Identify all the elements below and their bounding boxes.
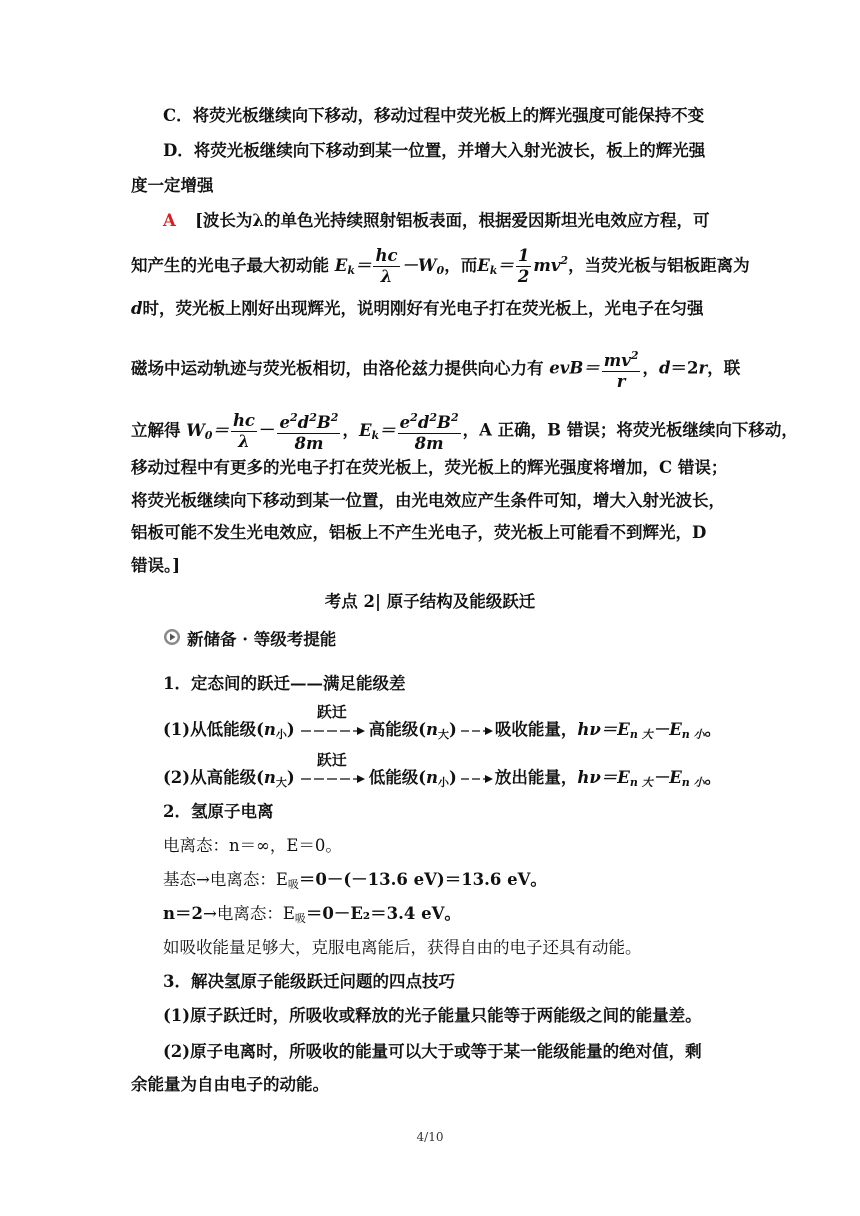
fraction-e2d2b2-8m-2: $\frac{e^2d^2B^2}{8m}$ (398, 408, 461, 454)
tip-2-line2: 余能量为自由电子的动能。 (131, 1075, 329, 1094)
item-heading-1: 1．定态间的跃迁——满足能级差 (163, 674, 406, 693)
fraction-hc-lambda: $\frac{hc}{\lambda}$ (375, 246, 398, 286)
transition-line-1: (1)从低能级$(n_小)$ 跃迁 高能级$(n_大)$ 吸收能量，$h\nu=E_{n 大}-E_{n 小}$。 (163, 702, 722, 741)
fraction-e2d2b2-8m: $\frac{e^2d^2B^2}{8m}$ (277, 408, 340, 454)
transition-line-2: (2)从高能级$(n_大)$ 跃迁 低能级$(n_小)$ 放出能量，$h\nu=E_{n 大}-E_{n 小}$。 (163, 750, 722, 789)
answer-line9: 错误。] (131, 556, 181, 575)
option-d-line2: 度一定增强 (131, 176, 214, 195)
answer-line7: 将荧光板继续向下移动到某一位置，由光电效应产生条件可知，增大入射光波长， (131, 491, 725, 510)
item-heading-3: 3．解决氢原子能级跃迁问题的四点技巧 (163, 972, 455, 991)
transition-arrow-icon: 跃迁 (299, 767, 365, 791)
page-number: 4/10 (416, 1130, 444, 1144)
arrow-icon (459, 719, 493, 743)
answer-line5: 立解得 $W_0=$ $\frac{hc}{\lambda}$ － $\frac{e^2d^2B^2}{8m}$ ，$E_k=$ $\frac{e^2d^2B^2}{8m}$ ，A 正确，B 错误；将荧光板继续向下移动， (0, 408, 860, 454)
option-d-line1: D．将荧光板继续向下移动到某一位置，并增大入射光波长，板上的辉光强 (163, 141, 706, 160)
answer-line3: d时，荧光板上刚好出现辉光，说明刚好有光电子打在荧光板上，光电子在匀强 (131, 299, 704, 318)
ionization-line-1: 电离态：n＝∞，E＝0。 (163, 836, 342, 855)
section-heading: 考点 2| 原子结构及能级跃迁 (324, 592, 536, 611)
tip-2-line1: (2)原子电离时，所吸收的能量可以大于或等于某一能级能量的绝对值，剩 (163, 1042, 702, 1061)
fraction-one-half: $\frac{1}{2}$ (517, 246, 530, 286)
arrow-icon (459, 767, 493, 791)
tip-1: (1)原子跃迁时，所吸收或释放的光子能量只能等于两能级之间的能量差。 (163, 1006, 702, 1025)
item-heading-2: 2．氢原子电离 (163, 802, 274, 821)
answer-line6: 移动过程中有更多的光电子打在荧光板上，荧光板上的辉光强度将增加，C 错误； (131, 458, 728, 477)
answer-line8: 铝板可能不发生光电效应，铝板上不产生光电子，荧光板上可能看不到辉光，D (131, 523, 707, 542)
answer-line4: 磁场中运动轨迹与荧光板相切，由洛伦兹力提供向心力有 evB＝ $\frac{mv^2}{r}$ ，d＝2r，联 (0, 346, 860, 392)
ionization-line-3: n＝2→电离态：$E_吸=0-E_2=3.4$ eV。 (163, 904, 461, 925)
ionization-line-4: 如吸收能量足够大，克服电离能后，获得自由的电子还具有动能。 (163, 938, 642, 957)
answer-line1: A [波长为λ的单色光持续照射铝板表面，根据爱因斯坦光电效应方程，可 (163, 211, 710, 230)
answer-letter: A (163, 211, 176, 230)
right-arrow-icon: → (196, 870, 210, 889)
fraction-mv2-r: $\frac{mv^2}{r}$ (602, 346, 641, 392)
ionization-line-2: 基态→电离态：$E_吸=0-(-13.6$ eV)＝13.6 eV。 (163, 870, 547, 891)
right-arrow-icon: → (202, 904, 217, 923)
fraction-hc-lambda-2: $\frac{hc}{\lambda}$ (232, 410, 255, 451)
play-circle-icon (163, 628, 181, 653)
transition-arrow-icon: 跃迁 (299, 719, 365, 743)
option-c: C．将荧光板继续向下移动，移动过程中荧光板上的辉光强度可能保持不变 (163, 106, 705, 125)
subsection-heading: 新储备 · 等级考提能 (0, 628, 860, 653)
answer-line2: 知产生的光电子最大初动能 $E_k=$ $\frac{hc}{\lambda}$ $-W_0$，而$E_k=$ $\frac{1}{2}$ $mv^2$，当荧光板与铝板距离为 (131, 246, 750, 286)
